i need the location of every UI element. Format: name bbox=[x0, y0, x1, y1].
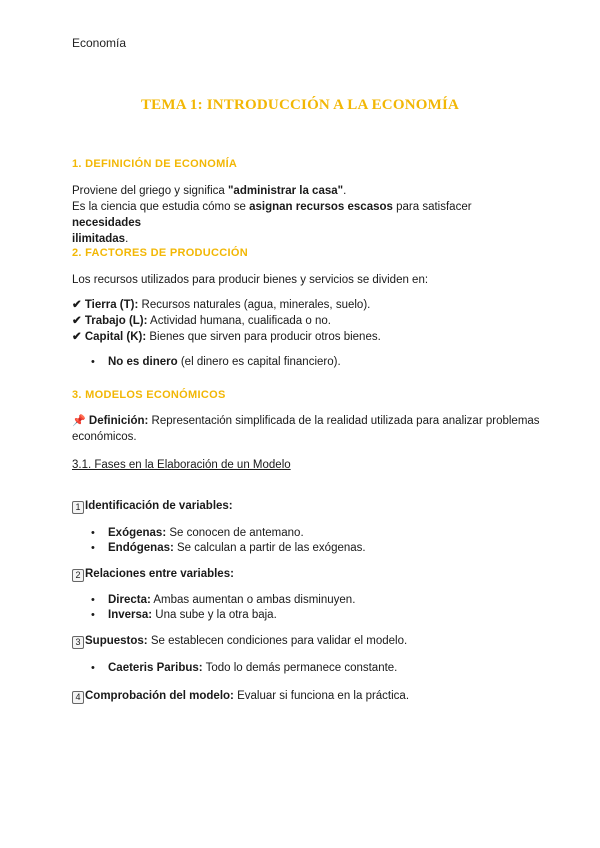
section-1-paragraph bbox=[72, 183, 532, 247]
checkmark-icon: ✔ bbox=[72, 299, 82, 311]
definition-paragraph: 📌 Definición: Representación simplificada de la realidad utilizada para analizar problemas económicos. bbox=[72, 415, 540, 443]
number-3-icon: 3 bbox=[72, 636, 84, 649]
subsection-3-1-heading: 3.1. Fases en la Elaboración de un Modelo bbox=[72, 459, 291, 471]
number-4-icon: 4 bbox=[72, 691, 84, 704]
factor-tierra: ✔ Tierra (T): Recursos naturales (agua, minerales, suelo). bbox=[72, 299, 371, 311]
bullet-icon: • bbox=[91, 356, 95, 368]
bullet-icon: • bbox=[91, 594, 95, 606]
step-3-heading: 3 Supuestos: Se establecen condiciones para validar el modelo. bbox=[72, 633, 532, 649]
list-item: • Directa: Ambas aumentan o ambas disminuyen. bbox=[91, 594, 356, 606]
list-item: • Endógenas: Se calculan a partir de las exógenas. bbox=[91, 542, 366, 554]
section-1-line-2: Es la ciencia que estudia cómo se asignan recursos escasos para satisfacer necesidades bbox=[72, 201, 472, 229]
bullet-icon: • bbox=[91, 542, 95, 554]
step-1-heading: 1 Identificación de variables: bbox=[72, 498, 532, 514]
section-1-line-3: ilimitadas. bbox=[72, 233, 129, 245]
number-1-icon: 1 bbox=[72, 501, 84, 514]
section-2-intro: Los recursos utilizados para producir bienes y servicios se dividen en: bbox=[72, 274, 429, 286]
checkmark-icon: ✔ bbox=[72, 315, 82, 327]
page-header: Economía bbox=[72, 36, 127, 50]
number-2-icon: 2 bbox=[72, 569, 84, 582]
factor-capital: ✔ Capital (K): Bienes que sirven para producir otros bienes. bbox=[72, 331, 381, 343]
document-title: TEMA 1: INTRODUCCIÓN A LA ECONOMÍA bbox=[140, 97, 460, 113]
list-item: • Caeteris Paribus: Todo lo demás permanece constante. bbox=[91, 662, 398, 674]
bullet-icon: • bbox=[91, 662, 95, 674]
section-3-heading: 3. MODELOS ECONÓMICOS bbox=[72, 389, 226, 401]
bullet-icon: • bbox=[91, 609, 95, 621]
checkmark-icon: ✔ bbox=[72, 331, 82, 343]
factor-trabajo: ✔ Trabajo (L): Actividad humana, cualificada o no. bbox=[72, 315, 331, 327]
list-item: • Inversa: Una sube y la otra baja. bbox=[91, 609, 277, 621]
bullet-icon: • bbox=[91, 527, 95, 539]
list-item: • No es dinero (el dinero es capital financiero). bbox=[91, 356, 341, 368]
factors-list bbox=[72, 297, 532, 345]
list-item: • Exógenas: Se conocen de antemano. bbox=[91, 527, 304, 539]
pushpin-icon: 📌 bbox=[72, 415, 86, 427]
section-1-line-1: Proviene del griego y significa "administrar la casa". bbox=[72, 185, 347, 197]
section-1-heading: 1. DEFINICIÓN DE ECONOMÍA bbox=[72, 158, 238, 170]
section-2-heading: 2. FACTORES DE PRODUCCIÓN bbox=[72, 247, 248, 259]
step-4-heading: 4 Comprobación del modelo: Evaluar si funciona en la práctica. bbox=[72, 688, 532, 704]
step-2-heading: 2 Relaciones entre variables: bbox=[72, 566, 532, 582]
